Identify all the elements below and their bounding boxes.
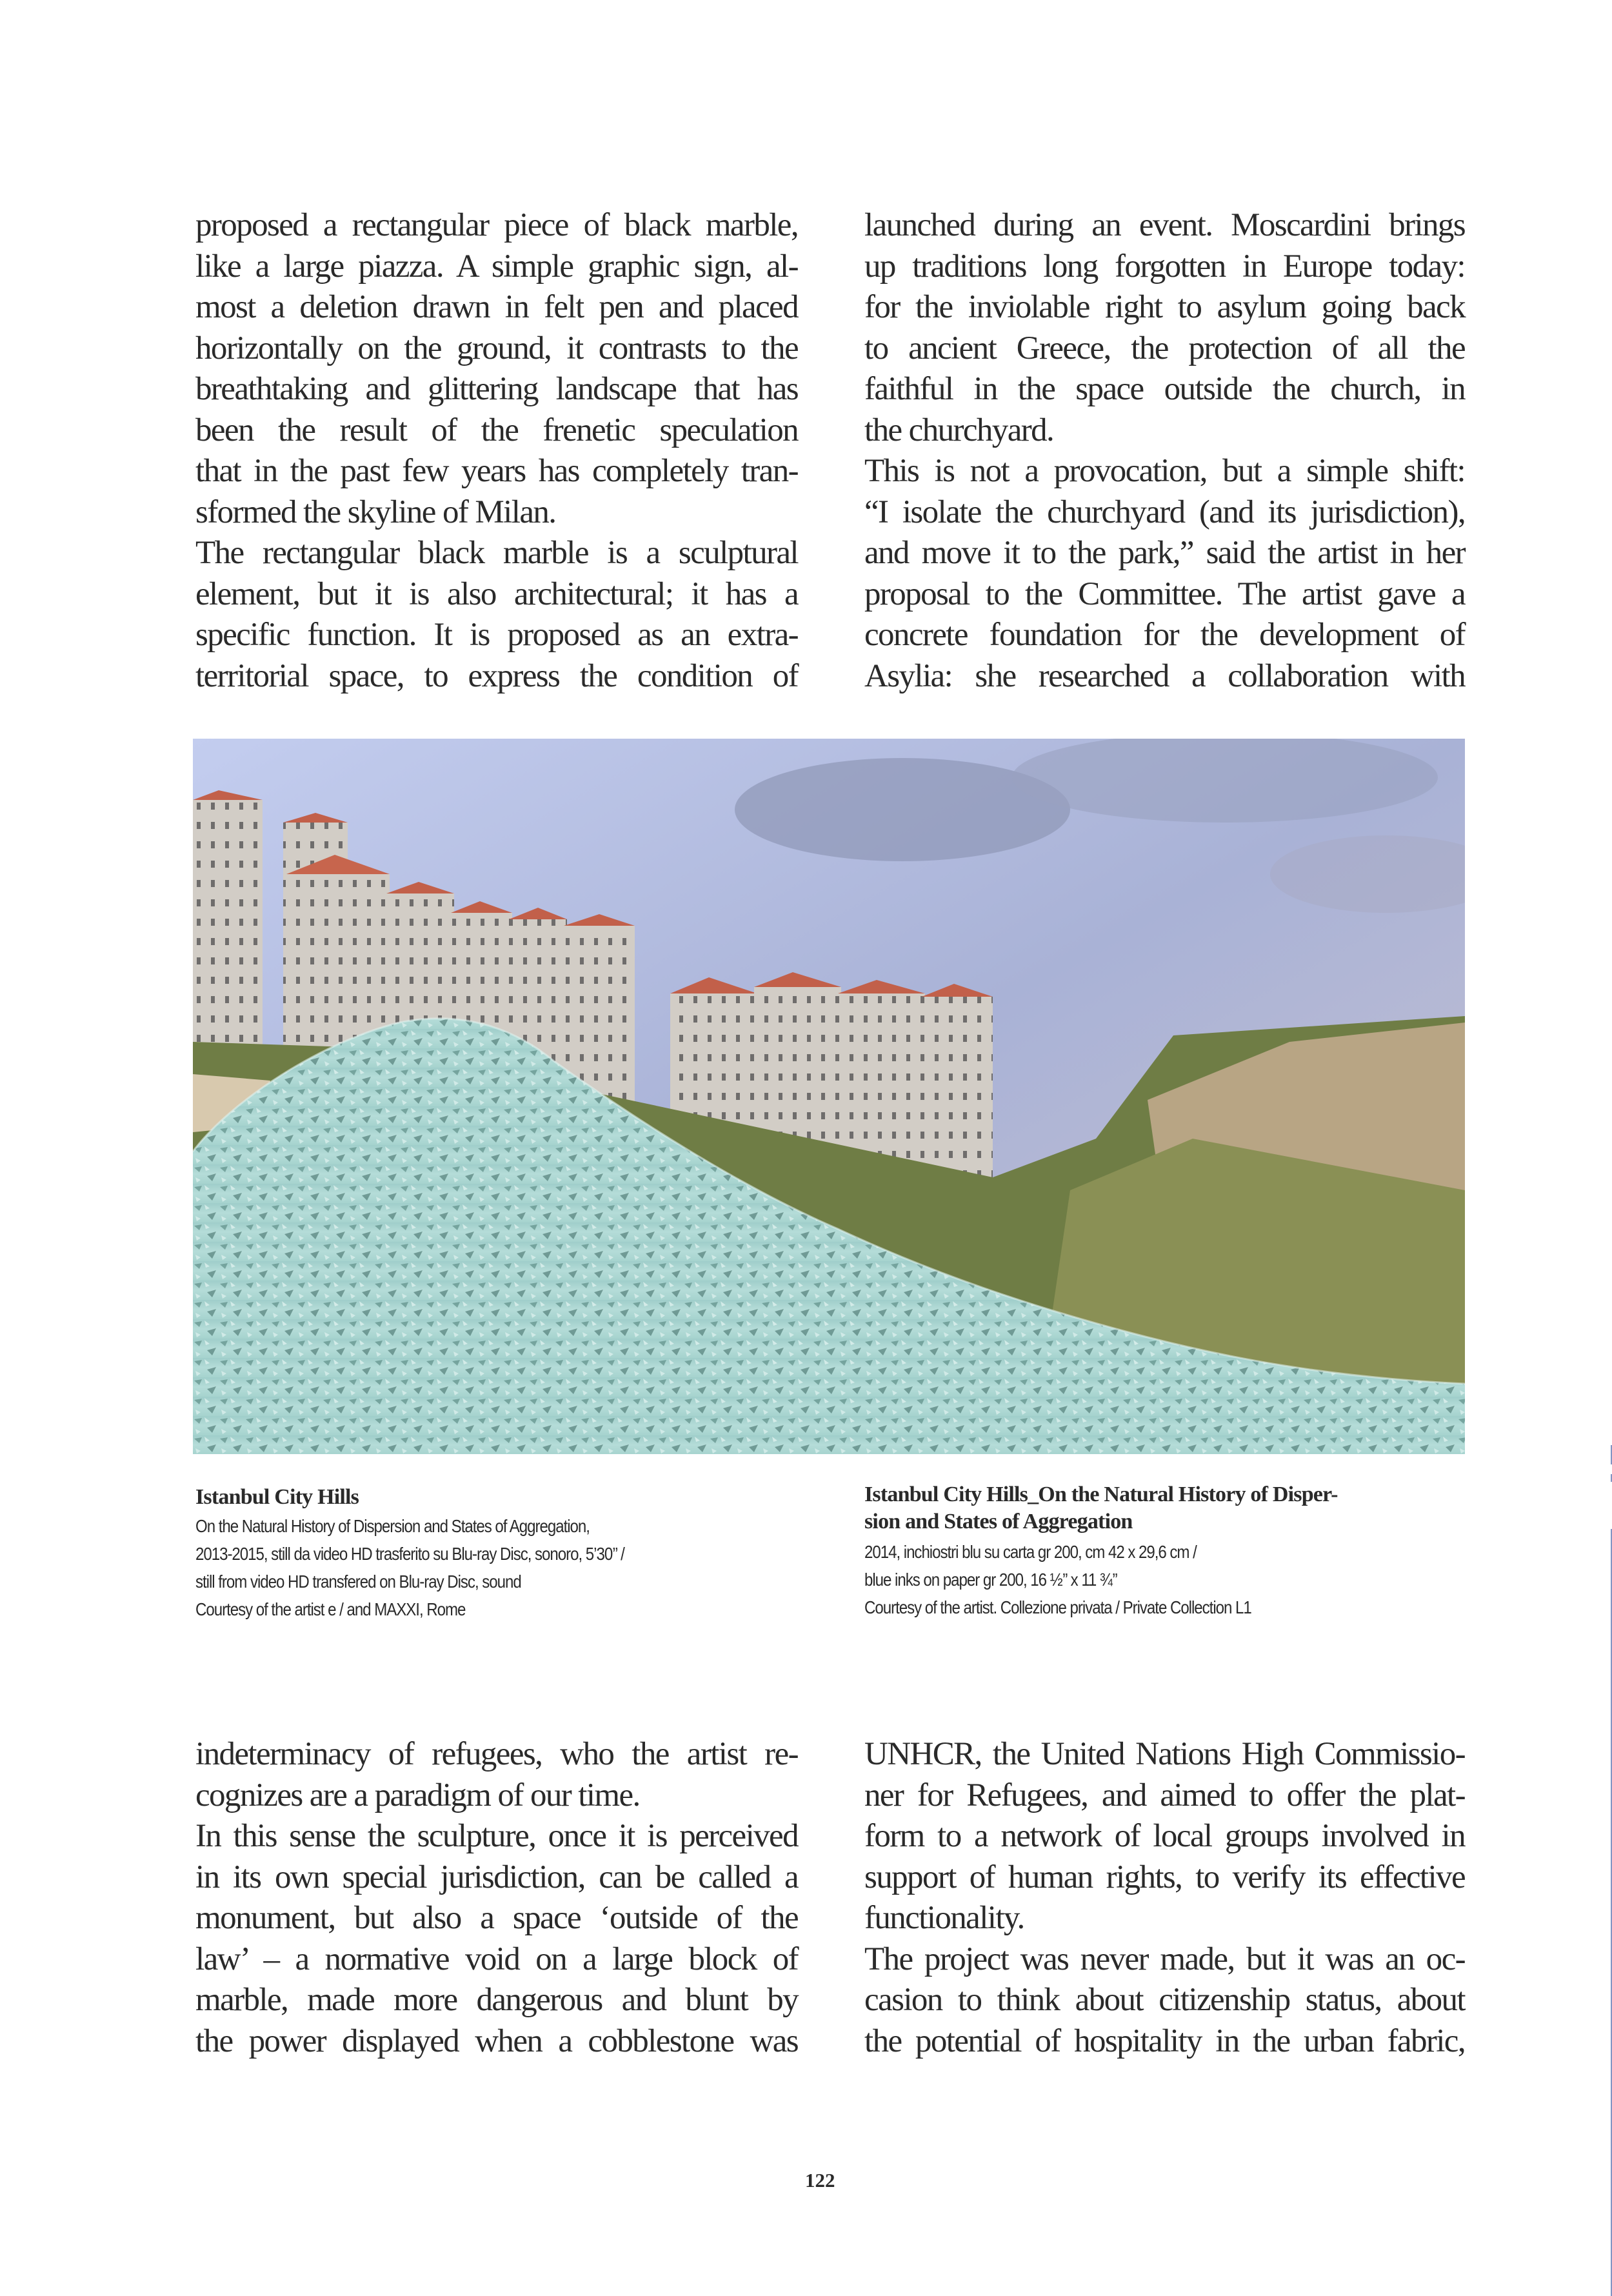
text-line: been the result of the frenetic speculation bbox=[195, 412, 798, 448]
text-line: law’ – a normative void on a large block of bbox=[195, 1941, 798, 1977]
text-line: the power displayed when a cobblestone was bbox=[195, 2022, 798, 2059]
text-line: indeterminacy of refugees, who the artist re- bbox=[195, 1736, 798, 1772]
page-number: 122 bbox=[805, 2169, 835, 2191]
text-line: In this sense the sculpture, once it is perceived bbox=[195, 1818, 798, 1854]
caption-line: blue inks on paper gr 200, 16 ½’’ x 11 ¾’’ bbox=[864, 1570, 1118, 1590]
text-column-top-right bbox=[864, 205, 1465, 697]
caption-line: Courtesy of the artist e / and MAXXI, Rome bbox=[195, 1599, 466, 1619]
text-line: form to a network of local groups involved in bbox=[864, 1818, 1465, 1854]
text-line: in its own special jurisdiction, can be called a bbox=[195, 1859, 798, 1895]
text-line: proposed a rectangular piece of black marble, bbox=[195, 207, 798, 243]
caption-line: 2014, inchiostri blu su carta gr 200, cm 42 x 29,6 cm / bbox=[864, 1542, 1197, 1562]
text-line: the potential of hospitality in the urban fabric, bbox=[864, 2022, 1465, 2059]
caption-left bbox=[195, 1484, 815, 1623]
text-line: The rectangular black marble is a sculptural bbox=[195, 535, 798, 571]
text-line: sformed the skyline of Milan. bbox=[195, 494, 556, 530]
caption-line: Courtesy of the artist. Collezione privata / Private Collection L1 bbox=[864, 1597, 1251, 1617]
text-line: proposal to the Committee. The artist gave a bbox=[864, 575, 1465, 612]
caption-line: still from video HD transfered on Blu-ray Disc, sound bbox=[195, 1572, 521, 1592]
text-line: territorial space, to express the condition of bbox=[195, 657, 798, 694]
text-line: This is not a provocation, but a simple shift: bbox=[864, 453, 1465, 489]
caption-title: Istanbul City Hills_On the Natural History of Disper- bbox=[864, 1482, 1338, 1506]
artwork-photo bbox=[193, 739, 1465, 1454]
text-line: launched during an event. Moscardini brings bbox=[864, 207, 1465, 243]
caption-line: 2013-2015, still da video HD trasferito su Blu-ray Disc, sonoro, 5’30’’ / bbox=[195, 1544, 624, 1564]
text-line: faithful in the space outside the church, in bbox=[864, 371, 1465, 407]
caption-right bbox=[864, 1481, 1484, 1621]
text-line: horizontally on the ground, it contrasts to the bbox=[195, 330, 798, 366]
text-line: The project was never made, but it was an oc- bbox=[864, 1941, 1465, 1977]
text-line: ner for Refugees, and aimed to offer the plat- bbox=[864, 1777, 1465, 1813]
text-line: to ancient Greece, the protection of all the bbox=[864, 330, 1465, 366]
text-line: for the inviolable right to asylum going back bbox=[864, 289, 1465, 325]
text-line: specific function. It is proposed as an extra- bbox=[195, 617, 798, 653]
caption-line: On the Natural History of Dispersion and States of Aggregation, bbox=[195, 1516, 590, 1536]
text-line: marble, made more dangerous and blunt by bbox=[195, 1982, 798, 2018]
text-line: Asylia: she researched a collaboration with bbox=[864, 657, 1465, 694]
text-line: “I isolate the churchyard (and its jurisdiction), bbox=[864, 494, 1465, 530]
text-column-top-left bbox=[195, 205, 798, 697]
text-column-bottom-left bbox=[195, 1734, 798, 2062]
text-line: UNHCR, the United Nations High Commissio- bbox=[864, 1736, 1465, 1772]
text-line: and move it to the park,” said the artist in her bbox=[864, 535, 1465, 571]
text-line: concrete foundation for the development of bbox=[864, 617, 1465, 653]
text-line: that in the past few years has completely tran- bbox=[195, 453, 798, 489]
text-line: the churchyard. bbox=[864, 412, 1054, 448]
text-line: breathtaking and glittering landscape that has bbox=[195, 371, 798, 407]
text-line: functionality. bbox=[864, 1900, 1024, 1936]
text-line: element, but it is also architectural; it has a bbox=[195, 575, 798, 612]
text-line: support of human rights, to verify its effective bbox=[864, 1859, 1465, 1895]
text-line: monument, but also a space ‘outside of the bbox=[195, 1900, 798, 1936]
caption-title: sion and States of Aggregation bbox=[864, 1510, 1133, 1533]
photo-image-icon bbox=[193, 739, 1465, 1454]
text-line: casion to think about citizenship status, about bbox=[864, 1982, 1465, 2018]
text-line: most a deletion drawn in felt pen and placed bbox=[195, 289, 798, 325]
text-column-bottom-right bbox=[864, 1734, 1465, 2062]
text-line: cognizes are a paradigm of our time. bbox=[195, 1777, 640, 1813]
text-line: up traditions long forgotten in Europe today: bbox=[864, 248, 1465, 285]
text-line: like a large piazza. A simple graphic sign, al- bbox=[195, 248, 798, 285]
caption-title: Istanbul City Hills bbox=[195, 1485, 359, 1509]
